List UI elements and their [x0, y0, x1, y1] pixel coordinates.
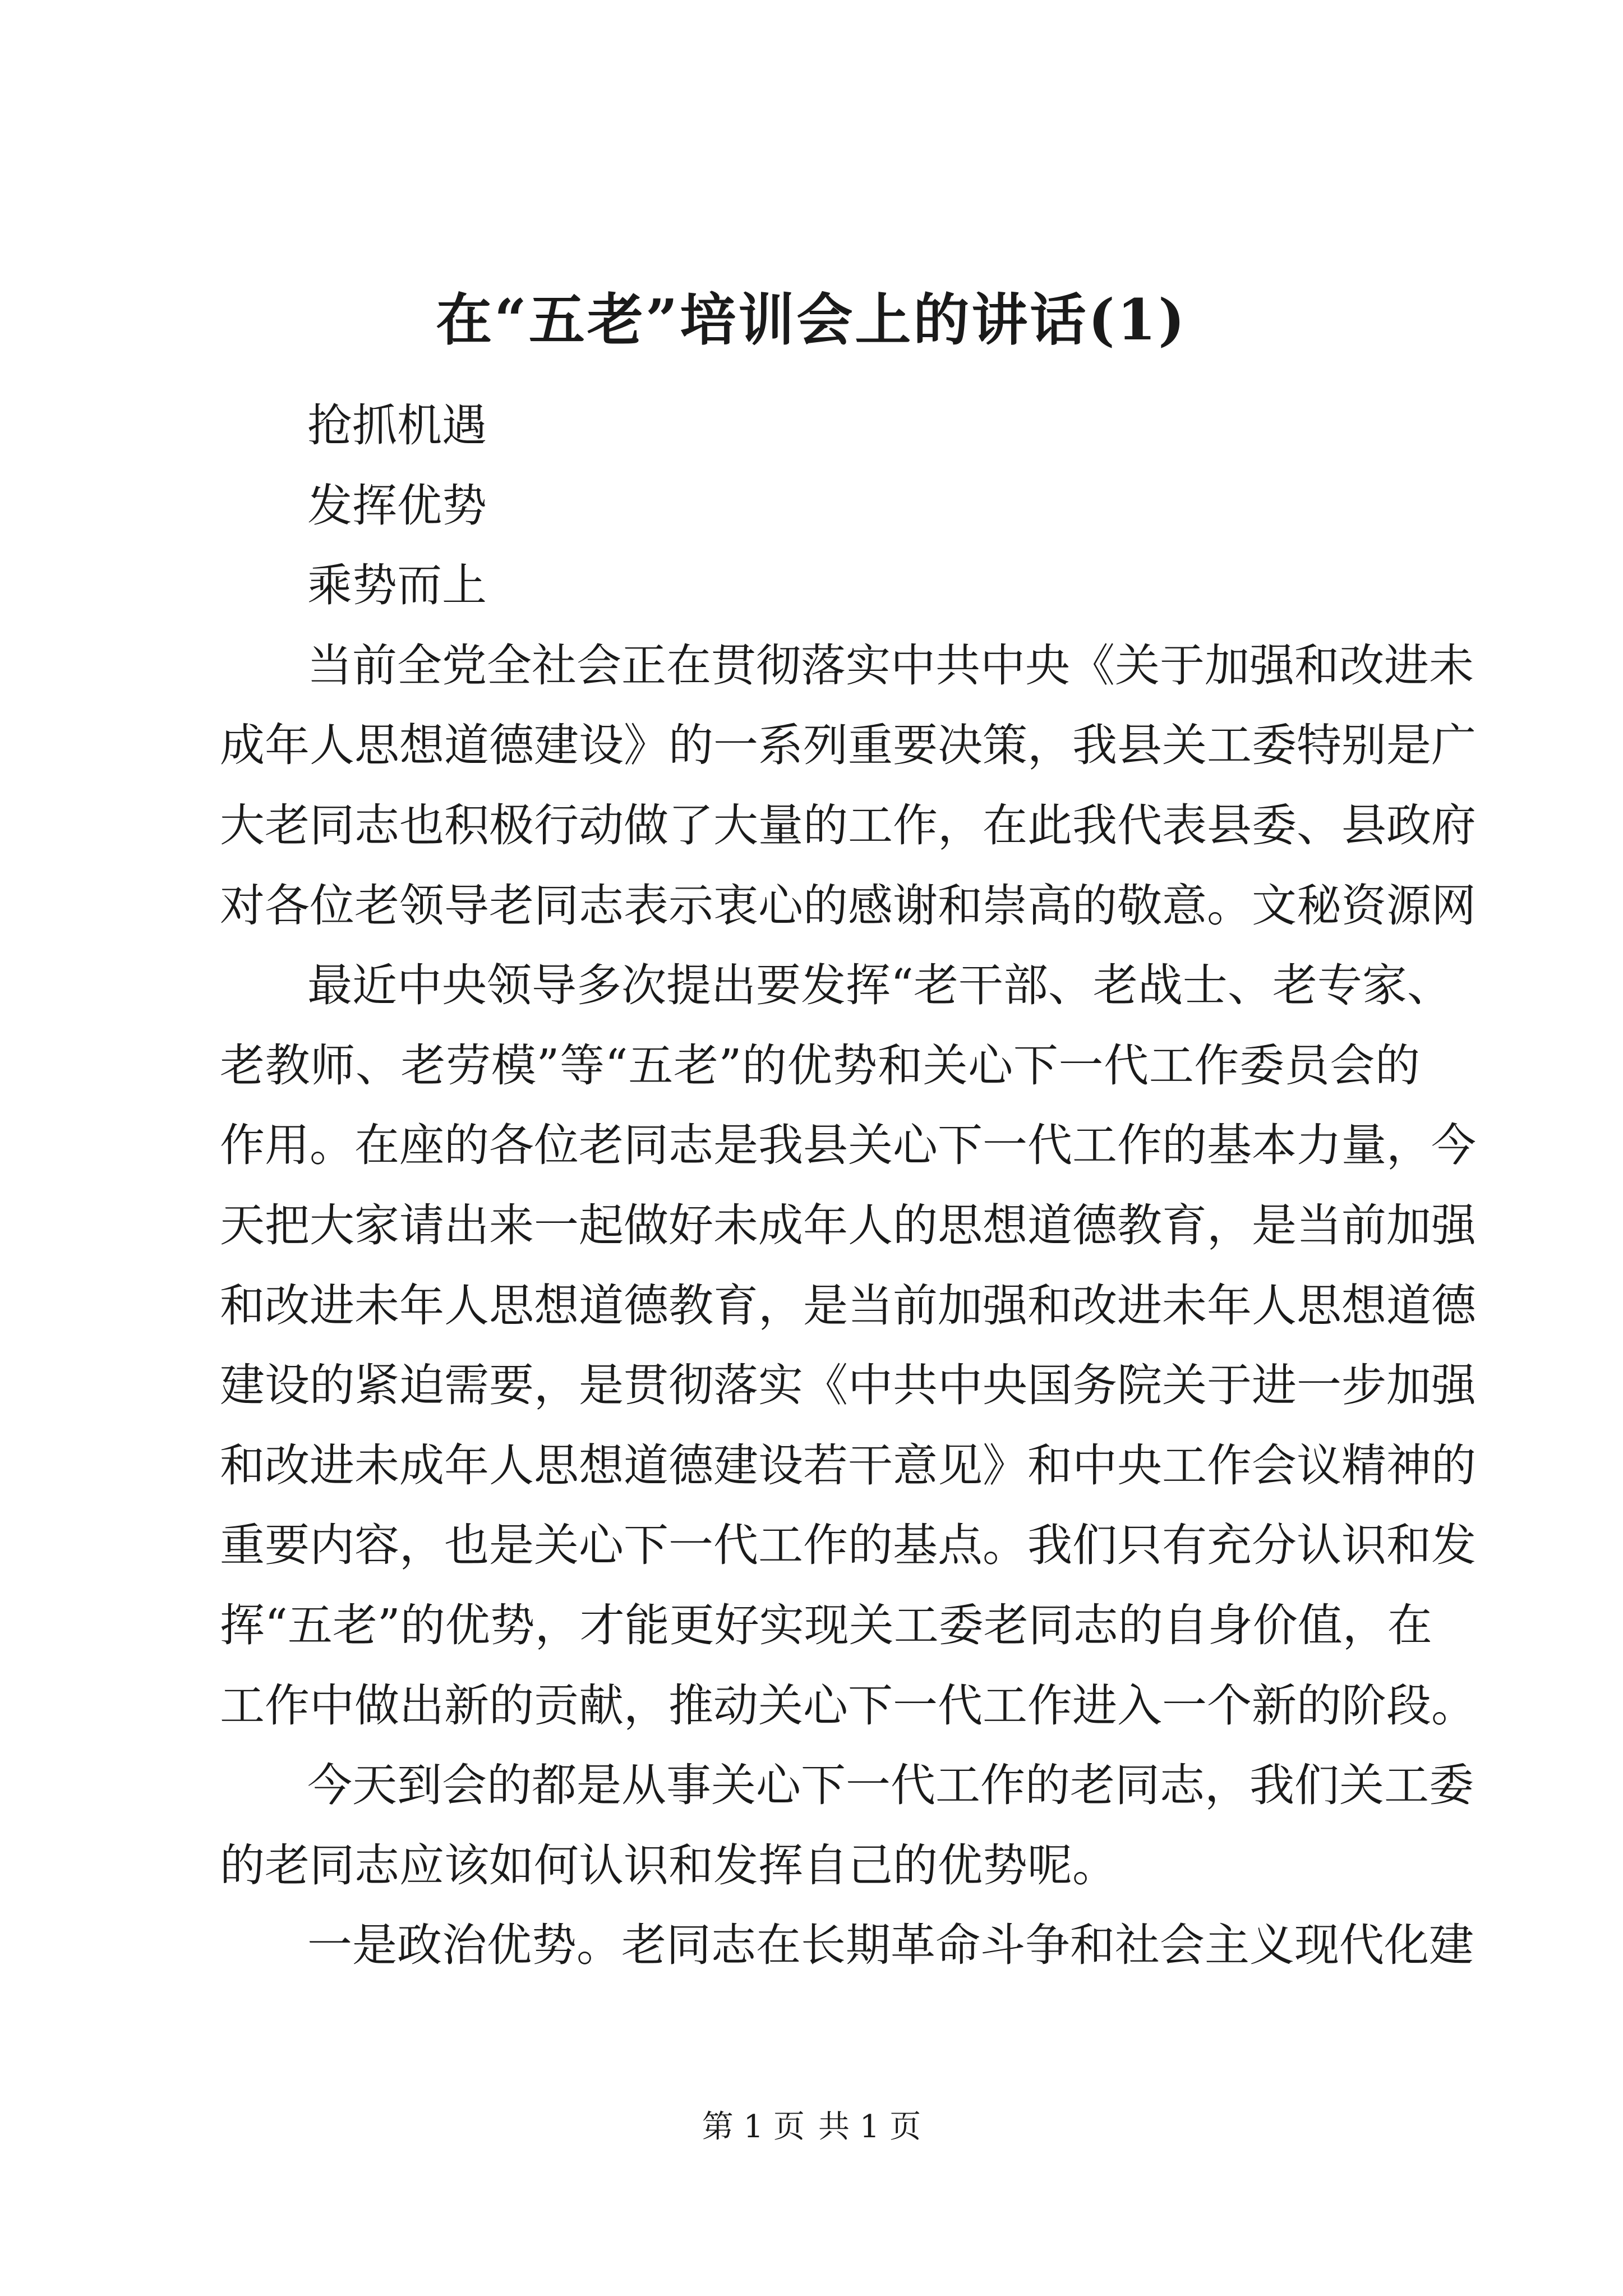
body-line: 和改进未成年人思想道德建设若干意见》和中央工作会议精神的 [220, 1439, 1476, 1492]
page-total: 共 1 页 [818, 2109, 921, 2145]
body-line: 抢抓机遇 [307, 399, 487, 452]
body-line: 重要内容，也是关心下一代工作的基点。我们只有充分认识和发 [220, 1519, 1476, 1572]
body-line: 对各位老领导老同志表示衷心的感谢和崇高的敬意。文秘资源网 [220, 879, 1476, 932]
body-line: 最近中央领导多次提出要发挥“老干部、老战士、老专家、 [307, 959, 1452, 1012]
page-number: 第 1 页 [702, 2109, 805, 2145]
body-line: 挥“五老”的优势，才能更好实现关工委老同志的自身价值，在 [220, 1599, 1432, 1651]
body-line: 天把大家请出来一起做好未成年人的思想道德教育，是当前加强 [220, 1199, 1476, 1251]
body-line: 大老同志也积极行动做了大量的工作，在此我代表县委、县政府 [220, 799, 1476, 852]
body-line: 的老同志应该如何认识和发挥自己的优势呢。 [220, 1839, 1117, 1892]
body-line: 成年人思想道德建设》的一系列重要决策，我县关工委特别是广 [220, 719, 1476, 772]
body-line: 作用。在座的各位老同志是我县关心下一代工作的基本力量，今 [220, 1119, 1476, 1172]
body-line: 乘势而上 [307, 559, 487, 612]
page-footer [0, 2105, 1623, 2150]
body-line: 老教师、老劳模”等“五老”的优势和关心下一代工作委员会的 [220, 1039, 1420, 1092]
body-line: 工作中做出新的贡献，推动关心下一代工作进入一个新的阶段。 [220, 1679, 1476, 1732]
body-line: 今天到会的都是从事关心下一代工作的老同志，我们关工委 [307, 1759, 1474, 1812]
body-line: 一是政治优势。老同志在长期革命斗争和社会主义现代化建 [307, 1919, 1474, 1972]
body-line: 当前全党全社会正在贯彻落实中共中央《关于加强和改进未 [307, 639, 1474, 692]
body-line: 发挥优势 [307, 479, 487, 532]
document-body [220, 386, 1476, 1986]
document-title: 在“五老”培训会上的讲话(1) [436, 287, 1187, 353]
body-line: 和改进未年人思想道德教育，是当前加强和改进未年人思想道德 [220, 1279, 1476, 1332]
body-line: 建设的紧迫需要，是贯彻落实《中共中央国务院关于进一步加强 [220, 1359, 1476, 1412]
